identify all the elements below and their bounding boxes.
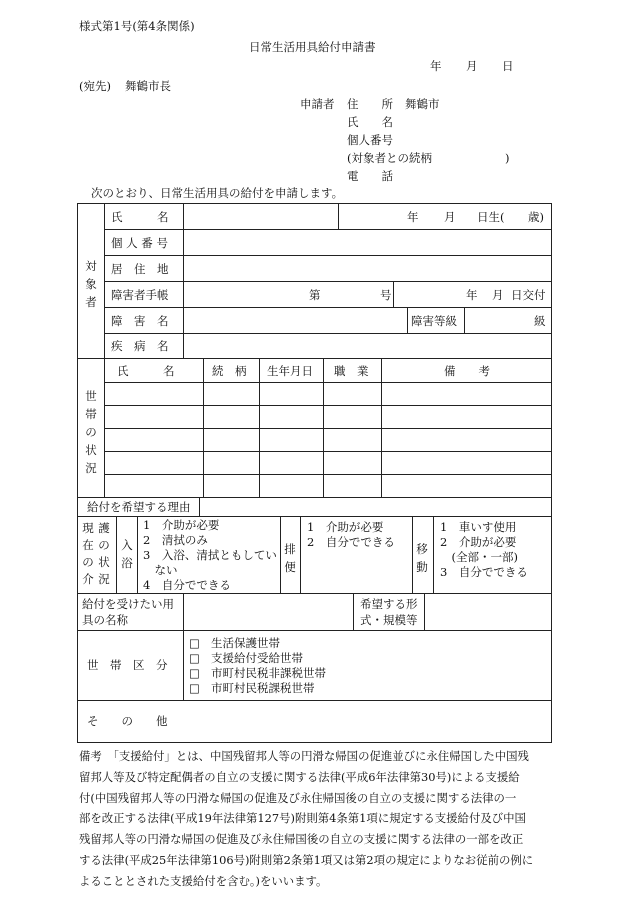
issue-month-label: 月 <box>492 288 504 302</box>
household-section-label: 世 帯 の 状 況 <box>85 389 97 475</box>
form-number: 様式第1号(第4条関係) <box>79 19 195 33</box>
care-status-col2 <box>97 520 111 588</box>
applicant-relation-label: (対象者との続柄 <box>347 151 432 165</box>
applicant-relation-close: ) <box>505 151 510 165</box>
bathing-option: 1 介助が必要 <box>143 518 220 532</box>
applicant-label: 申請者 <box>300 97 335 111</box>
checkbox-seikatsu[interactable] <box>189 636 200 650</box>
applicant-name-label: 氏 名 <box>347 115 393 129</box>
excretion-label: 排 便 <box>284 542 296 574</box>
row-line <box>77 593 552 594</box>
category-option: 支援給付受給世帯 <box>211 651 303 665</box>
col-line <box>433 516 434 593</box>
row-line <box>77 516 552 517</box>
household-col-notes: 備 考 <box>444 364 490 378</box>
grade-unit: 級 <box>534 314 546 328</box>
subject-name-label: 氏 名 <box>111 210 169 224</box>
household-col-relation: 続 柄 <box>212 364 247 378</box>
checkbox-icon: □ <box>189 636 200 650</box>
col-line <box>137 516 138 593</box>
subject-section-label: 対 象 者 <box>85 259 97 309</box>
excretion-option: 1 介助が必要 <box>307 520 384 534</box>
care-char: の <box>98 538 110 552</box>
note-line: 付(中国残留邦人等の円滑な帰国の促進及び永住帰国後の自立の支援に関する法律の一 <box>79 790 517 805</box>
col-line <box>116 516 117 593</box>
care-char: 在 <box>82 538 94 552</box>
bathing-option: 3 入浴、清拭ともしてい <box>143 548 277 562</box>
col-line <box>259 358 260 497</box>
mobility-option: 3 自分でできる <box>440 565 528 579</box>
other-label: そ の 他 <box>87 714 168 728</box>
row-line <box>104 255 552 256</box>
age-label: 歳) <box>528 210 544 224</box>
date-year-label: 年 <box>430 59 442 73</box>
mobility-option: 1 車いす使用 <box>440 520 517 534</box>
row-line <box>104 307 552 308</box>
row-line <box>104 333 552 334</box>
mobility-label: 移 動 <box>416 542 428 574</box>
col-line <box>203 358 204 497</box>
col-line <box>280 516 281 593</box>
note-line: する法律(平成25年法律第106号)附則第2条第1項又は第2項の規定によりなお従前の例に <box>79 852 534 867</box>
note-line: よることとされた支援給付を含む。)をいいます。 <box>79 873 328 888</box>
care-char: の <box>82 555 94 569</box>
handbook-no-label: 第 <box>309 288 321 302</box>
care-status-col1 <box>81 520 95 588</box>
device-form-label-1: 希望する形 <box>360 597 418 611</box>
checkbox-icon: □ <box>189 666 200 680</box>
checkbox-shien[interactable] <box>189 651 200 665</box>
col-line <box>199 497 200 516</box>
note-block <box>79 746 555 892</box>
issue-day-label: 日交付 <box>511 288 546 302</box>
mobility-option: (全部・一部) <box>440 550 518 564</box>
grade-label: 障害等級 <box>411 314 457 328</box>
date-day-label: 日 <box>502 59 514 73</box>
col-line <box>338 203 339 229</box>
care-char: 況 <box>98 572 110 586</box>
addressee: 舞鶴市長 <box>125 79 171 93</box>
note-line: 部を改正する法律(平成19年法律第127号)附則第4条第1項に規定する支援給付及び中国 <box>79 811 526 826</box>
excretion-option: 2 自分でできる <box>307 535 395 549</box>
care-char: 介 <box>82 572 94 586</box>
col-line <box>183 593 184 700</box>
checkbox-icon: □ <box>189 681 200 695</box>
intro-text: 次のとおり、日常生活用具の給付を申請します。 <box>91 186 344 200</box>
household-col-occupation: 職 業 <box>334 364 369 378</box>
bathing-option: 4 自分でできる <box>143 578 231 592</box>
date-month-label: 月 <box>466 59 478 73</box>
handbook-label: 障害者手帳 <box>111 288 169 302</box>
issue-year-label: 年 <box>466 288 478 302</box>
category-option: 生活保護世帯 <box>211 636 280 650</box>
col-line <box>464 307 465 333</box>
checkbox-hikazei[interactable] <box>189 666 200 680</box>
form-title: 日常生活用具給付申請書 <box>249 40 376 54</box>
col-line <box>353 593 354 630</box>
applicant-id-label: 個人番号 <box>347 133 393 147</box>
row-line <box>104 382 552 383</box>
note-line: 留邦人等及び特定配偶者の自立の支援に関する法律(平成6年法律第30号)による支援給 <box>79 769 520 784</box>
note-line: 残留邦人等の円滑な帰国の促進及び永住帰国後の自立の支援に関する法律の一部を改正 <box>79 832 524 847</box>
row-line <box>104 281 552 282</box>
row-line <box>77 497 552 498</box>
row-line <box>77 630 552 631</box>
disability-label: 障 害 名 <box>111 314 169 328</box>
row-line <box>104 474 552 475</box>
col-line <box>393 281 394 307</box>
category-option: 市町村民税課税世帯 <box>211 681 315 695</box>
birth-day-label: 日生( <box>477 210 505 224</box>
bathing-label: 入 浴 <box>121 538 133 570</box>
device-name-label-2: 具の名称 <box>82 613 128 627</box>
col-line <box>412 516 413 593</box>
household-col-name: 氏 名 <box>117 364 175 378</box>
illness-label: 疾 病 名 <box>111 339 169 353</box>
col-line <box>323 358 324 497</box>
checkbox-icon: □ <box>189 651 200 665</box>
category-label: 世 帯 区 分 <box>87 658 168 672</box>
category-option: 市町村民税非課税世帯 <box>211 666 326 680</box>
note-line: 備考 「支援給付」とは、中国残留邦人等の円滑な帰国の促進並びに永住帰国した中国残 <box>79 749 529 763</box>
household-col-birth: 生年月日 <box>267 364 313 378</box>
device-form-label-2: 式・規模等 <box>360 613 418 627</box>
applicant-address-label: 住 所 <box>347 97 393 111</box>
id-number-label: 個 人 番 号 <box>111 236 168 250</box>
row-line <box>77 700 552 701</box>
row-line <box>104 405 552 406</box>
birth-month-label: 月 <box>444 210 456 224</box>
applicant-phone-label: 電 話 <box>347 169 393 183</box>
care-char: 現 <box>82 521 94 535</box>
col-line <box>183 203 184 358</box>
bathing-option: 2 清拭のみ <box>143 533 208 547</box>
col-line <box>300 516 301 593</box>
reason-label: 給付を希望する理由 <box>87 500 191 514</box>
residence-label: 居 住 地 <box>111 262 169 276</box>
col-line <box>407 307 408 333</box>
care-char: 状 <box>98 555 110 569</box>
row-line <box>77 358 552 359</box>
row-line <box>104 428 552 429</box>
checkbox-kazei[interactable] <box>189 681 200 695</box>
row-line <box>104 229 552 230</box>
device-name-label-1: 給付を受けたい用 <box>82 597 174 611</box>
care-char: 護 <box>98 521 110 535</box>
col-line <box>104 203 105 497</box>
col-line <box>381 358 382 497</box>
mobility-option: 2 介助が必要 <box>440 535 517 549</box>
row-line <box>104 451 552 452</box>
col-line <box>424 593 425 630</box>
addressee-label: (宛先) <box>79 79 111 93</box>
applicant-address-value: 舞鶴市 <box>405 97 440 111</box>
bathing-option: ない <box>143 563 178 577</box>
birth-year-label: 年 <box>407 210 419 224</box>
handbook-go-label: 号 <box>380 288 392 302</box>
